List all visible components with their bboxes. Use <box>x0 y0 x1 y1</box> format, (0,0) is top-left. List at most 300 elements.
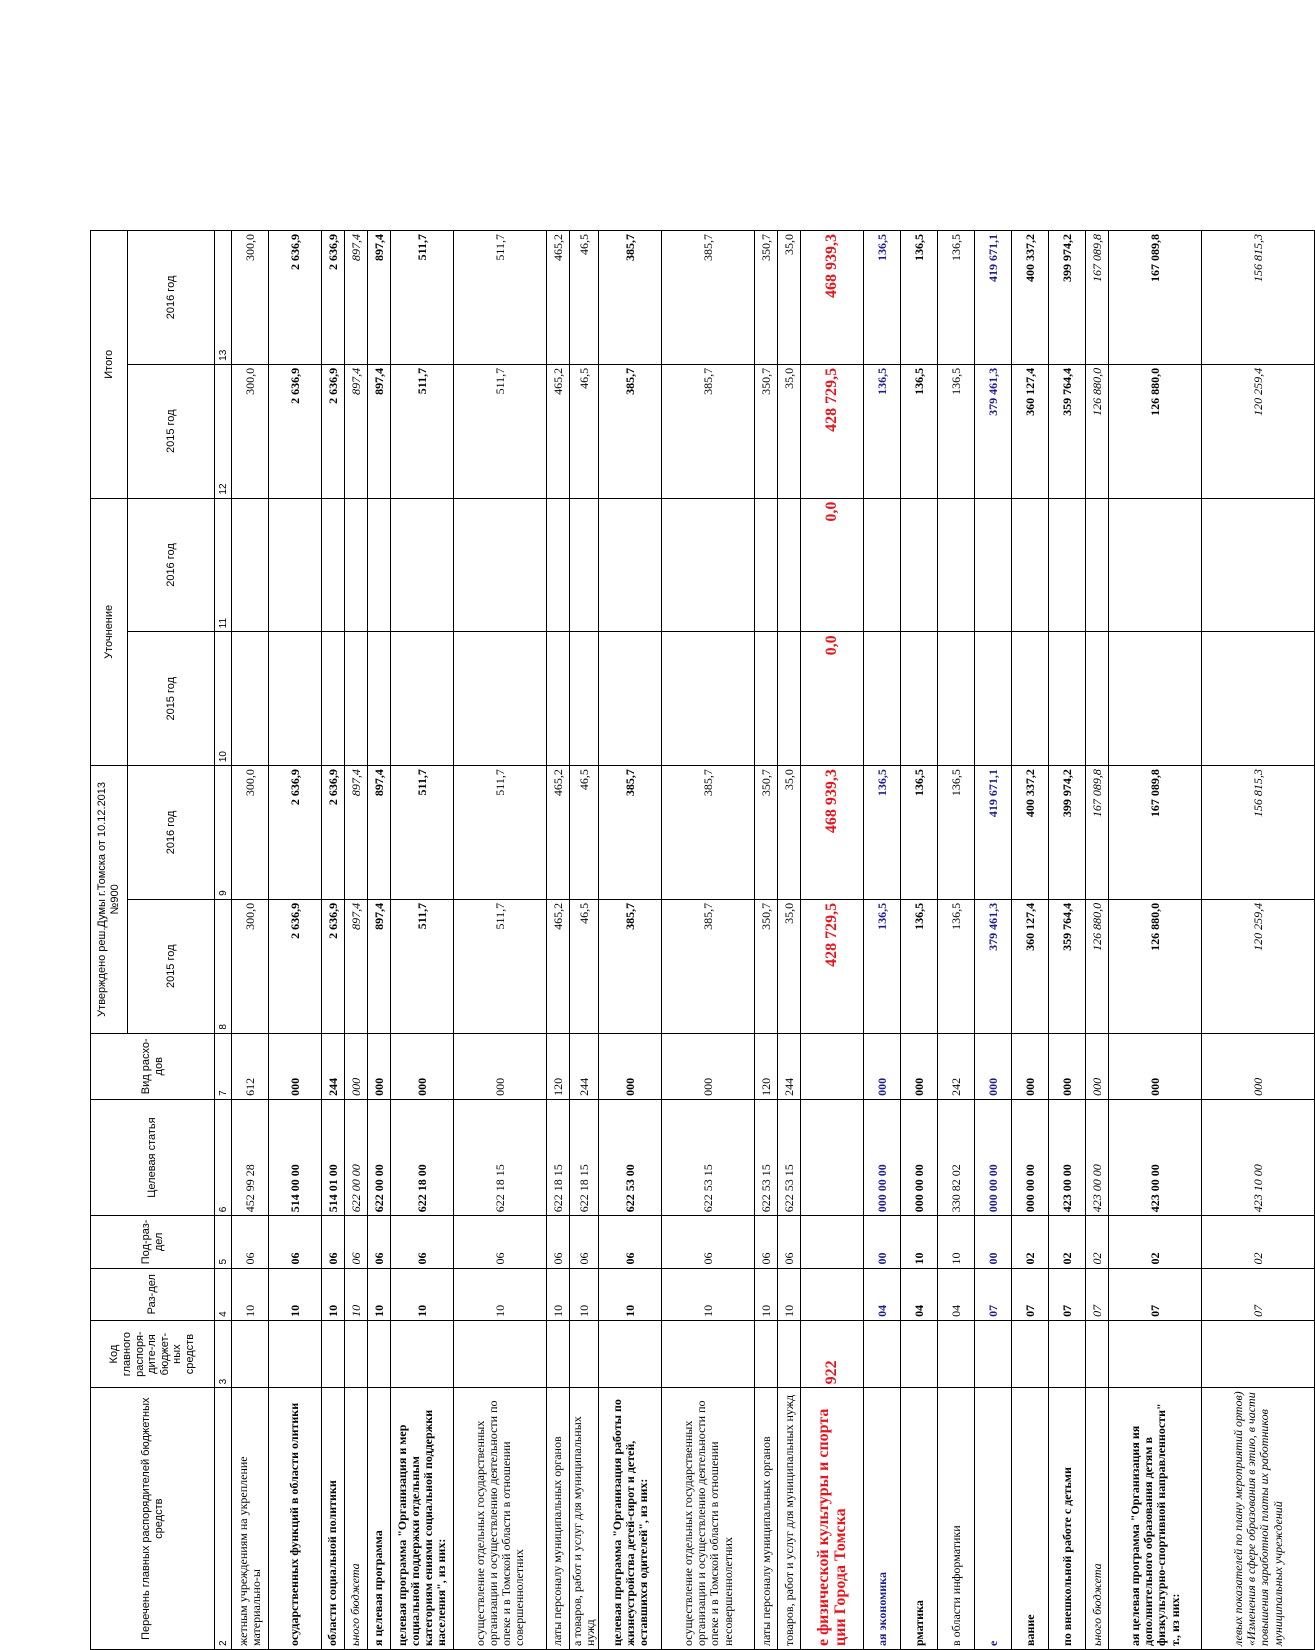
row-approved-2015: 46,5 <box>570 899 599 1033</box>
row-podrazdel: 10 <box>901 1216 938 1268</box>
row-celevaya: 622 18 15 <box>570 1099 599 1215</box>
row-podrazdel: 06 <box>755 1216 778 1268</box>
header-total-2015: 2015 год <box>128 364 215 498</box>
row-total-2015: 120 259,4 <box>1202 364 1315 498</box>
row-changes-2015 <box>864 632 901 766</box>
row-changes-2015 <box>368 632 391 766</box>
row-approved-2015: 300,0 <box>232 899 269 1033</box>
table-row <box>547 231 570 1650</box>
col-number: 5 <box>215 1216 232 1268</box>
row-celevaya: 423 00 00 <box>1049 1099 1086 1215</box>
row-total-2016: 897,4 <box>368 231 391 365</box>
row-podrazdel: 06 <box>778 1216 801 1268</box>
header-approved: Утверждено реш.Думы г.Томска от 10.12.2013 №900 <box>91 766 128 1034</box>
header-razdel: Раз-дел <box>91 1268 215 1320</box>
row-celevaya: 622 53 15 <box>662 1099 755 1215</box>
row-total-2016: 897,4 <box>345 231 368 365</box>
row-approved-2016: 897,4 <box>368 766 391 900</box>
col-number: 8 <box>215 899 232 1033</box>
row-vid: 244 <box>570 1033 599 1099</box>
row-name: е физической культуры и спорта ции Города Томска <box>801 1388 864 1650</box>
row-changes-2015 <box>938 632 975 766</box>
header-celevaya: Целевая статья <box>91 1099 215 1215</box>
budget-table-sheet <box>90 230 1285 1650</box>
table-row <box>901 231 938 1650</box>
row-celevaya: 330 82 02 <box>938 1099 975 1215</box>
row-name: целевая программа "Организация работы по жизнеустройства детей-сирот и детей, оставшихся одителей", из них: <box>599 1388 662 1650</box>
row-approved-2016: 300,0 <box>232 766 269 900</box>
row-podrazdel: 02 <box>1049 1216 1086 1268</box>
table-row <box>1086 231 1109 1650</box>
row-code <box>1202 1320 1315 1387</box>
row-celevaya: 622 18 00 <box>391 1099 454 1215</box>
row-approved-2015: 360 127,4 <box>1012 899 1049 1033</box>
row-total-2016: 385,7 <box>662 231 755 365</box>
header-changes-2015: 2015 год <box>128 632 215 766</box>
row-celevaya: 452 99 28 <box>232 1099 269 1215</box>
row-total-2016: 350,7 <box>755 231 778 365</box>
row-celevaya: 622 53 15 <box>755 1099 778 1215</box>
row-name: ьного бюджета <box>1086 1388 1109 1650</box>
header-total-2016: 2016 год <box>128 231 215 365</box>
row-vid: 120 <box>755 1033 778 1099</box>
row-approved-2015: 385,7 <box>662 899 755 1033</box>
table-row <box>975 231 1012 1650</box>
table-body <box>232 231 1315 1650</box>
table-row <box>599 231 662 1650</box>
row-code <box>662 1320 755 1387</box>
row-total-2015: 136,5 <box>864 364 901 498</box>
row-total-2015: 35,0 <box>778 364 801 498</box>
row-celevaya: 622 18 15 <box>454 1099 547 1215</box>
row-code <box>1086 1320 1109 1387</box>
row-celevaya: 423 10 00 <box>1202 1099 1315 1215</box>
row-changes-2016 <box>662 498 755 632</box>
row-vid: 000 <box>1049 1033 1086 1099</box>
row-razdel: 10 <box>599 1268 662 1320</box>
row-podrazdel: 06 <box>662 1216 755 1268</box>
table-row <box>391 231 454 1650</box>
row-approved-2016: 136,5 <box>901 766 938 900</box>
row-total-2015: 511,7 <box>391 364 454 498</box>
header-changes: Уточнение <box>91 498 128 766</box>
row-approved-2016: 465,2 <box>547 766 570 900</box>
row-approved-2015: 465,2 <box>547 899 570 1033</box>
row-total-2015: 379 461,3 <box>975 364 1012 498</box>
row-vid: 000 <box>662 1033 755 1099</box>
row-total-2016: 385,7 <box>599 231 662 365</box>
row-code <box>232 1320 269 1387</box>
row-razdel: 07 <box>1109 1268 1202 1320</box>
row-approved-2015: 385,7 <box>599 899 662 1033</box>
header-podrazdel: Под-раз-дел <box>91 1216 215 1268</box>
row-approved-2016: 419 671,1 <box>975 766 1012 900</box>
row-changes-2015 <box>570 632 599 766</box>
row-name: осударственных функций в области олитики <box>269 1388 322 1650</box>
row-changes-2015 <box>1049 632 1086 766</box>
row-changes-2015 <box>391 632 454 766</box>
header-changes-2016: 2016 год <box>128 498 215 632</box>
row-total-2015: 511,7 <box>454 364 547 498</box>
row-celevaya: 514 01 00 <box>322 1099 345 1215</box>
row-changes-2016 <box>232 498 269 632</box>
row-name: латы персоналу муниципальных органов <box>547 1388 570 1650</box>
col-number: 2 <box>215 1388 232 1650</box>
row-vid: 612 <box>232 1033 269 1099</box>
row-approved-2015: 2 636,9 <box>322 899 345 1033</box>
row-changes-2015 <box>232 632 269 766</box>
row-podrazdel: 06 <box>454 1216 547 1268</box>
row-code <box>269 1320 322 1387</box>
row-podrazdel: 06 <box>391 1216 454 1268</box>
row-changes-2015 <box>547 632 570 766</box>
row-total-2015: 2 636,9 <box>269 364 322 498</box>
row-total-2016: 156 815,3 <box>1202 231 1315 365</box>
row-podrazdel: 06 <box>368 1216 391 1268</box>
row-approved-2016: 511,7 <box>391 766 454 900</box>
row-celevaya <box>801 1099 864 1215</box>
row-vid: 000 <box>368 1033 391 1099</box>
row-code <box>938 1320 975 1387</box>
row-approved-2015: 428 729,5 <box>801 899 864 1033</box>
row-total-2015: 136,5 <box>938 364 975 498</box>
row-podrazdel: 06 <box>547 1216 570 1268</box>
row-total-2015: 2 636,9 <box>322 364 345 498</box>
row-approved-2015: 350,7 <box>755 899 778 1033</box>
row-changes-2015 <box>345 632 368 766</box>
row-approved-2016: 468 939,3 <box>801 766 864 900</box>
row-name: осуществление отдельных государственных организации и осуществлению деятельности по опеке и в Томской области в отношении несовершеннолетних <box>662 1388 755 1650</box>
table-row <box>345 231 368 1650</box>
row-name: области социальной политики <box>322 1388 345 1650</box>
row-approved-2015: 136,5 <box>901 899 938 1033</box>
row-celevaya: 622 53 15 <box>778 1099 801 1215</box>
row-vid: 242 <box>938 1033 975 1099</box>
row-changes-2016 <box>570 498 599 632</box>
row-razdel: 07 <box>1012 1268 1049 1320</box>
row-changes-2016 <box>391 498 454 632</box>
table-row <box>864 231 901 1650</box>
row-approved-2015: 136,5 <box>864 899 901 1033</box>
row-approved-2016: 167 089,8 <box>1086 766 1109 900</box>
row-code <box>570 1320 599 1387</box>
row-total-2016: 511,7 <box>391 231 454 365</box>
row-changes-2016: 0,0 <box>801 498 864 632</box>
row-approved-2016: 167 089,8 <box>1109 766 1202 900</box>
row-celevaya: 000 00 00 <box>864 1099 901 1215</box>
row-total-2015: 136,5 <box>901 364 938 498</box>
row-razdel <box>801 1268 864 1320</box>
table-row <box>269 231 322 1650</box>
row-total-2016: 511,7 <box>454 231 547 365</box>
row-changes-2015 <box>599 632 662 766</box>
row-vid: 000 <box>1012 1033 1049 1099</box>
row-celevaya: 000 00 00 <box>975 1099 1012 1215</box>
row-total-2015: 359 764,4 <box>1049 364 1086 498</box>
row-podrazdel: 00 <box>864 1216 901 1268</box>
row-approved-2016: 136,5 <box>938 766 975 900</box>
row-changes-2015 <box>778 632 801 766</box>
row-code <box>454 1320 547 1387</box>
row-name: ьного бюджета <box>345 1388 368 1650</box>
row-razdel: 07 <box>1086 1268 1109 1320</box>
row-changes-2016 <box>778 498 801 632</box>
row-total-2016: 419 671,1 <box>975 231 1012 365</box>
row-celevaya: 622 00 00 <box>368 1099 391 1215</box>
row-changes-2016 <box>938 498 975 632</box>
row-changes-2016 <box>1049 498 1086 632</box>
row-razdel: 07 <box>1202 1268 1315 1320</box>
row-code <box>322 1320 345 1387</box>
header-code: Код главного распоря-дите-ля бюджет-ных средств <box>91 1320 215 1387</box>
header-approved-2016: 2016 год <box>128 766 215 900</box>
col-number: 6 <box>215 1099 232 1215</box>
table-row <box>232 231 269 1650</box>
row-changes-2016 <box>1109 498 1202 632</box>
row-changes-2016 <box>755 498 778 632</box>
row-name: вание <box>1012 1388 1049 1650</box>
row-vid: 000 <box>1202 1033 1315 1099</box>
row-vid: 000 <box>864 1033 901 1099</box>
row-celevaya: 622 53 00 <box>599 1099 662 1215</box>
row-changes-2015 <box>322 632 345 766</box>
row-vid: 000 <box>345 1033 368 1099</box>
table-row <box>778 231 801 1650</box>
table-row <box>368 231 391 1650</box>
row-vid <box>801 1033 864 1099</box>
row-changes-2016 <box>454 498 547 632</box>
row-celevaya: 000 00 00 <box>1012 1099 1049 1215</box>
row-changes-2015 <box>1086 632 1109 766</box>
row-total-2016: 167 089,8 <box>1109 231 1202 365</box>
row-razdel: 10 <box>570 1268 599 1320</box>
row-vid: 000 <box>901 1033 938 1099</box>
row-total-2016: 465,2 <box>547 231 570 365</box>
row-razdel: 10 <box>778 1268 801 1320</box>
row-changes-2015 <box>975 632 1012 766</box>
row-changes-2016 <box>269 498 322 632</box>
row-total-2016: 400 337,2 <box>1012 231 1049 365</box>
row-razdel: 07 <box>975 1268 1012 1320</box>
row-razdel: 10 <box>454 1268 547 1320</box>
row-approved-2016: 400 337,2 <box>1012 766 1049 900</box>
row-code <box>368 1320 391 1387</box>
row-name: по внешкольной работе с детьми <box>1049 1388 1086 1650</box>
row-total-2016: 136,5 <box>938 231 975 365</box>
row-razdel: 10 <box>322 1268 345 1320</box>
row-podrazdel: 02 <box>1202 1216 1315 1268</box>
row-changes-2015 <box>755 632 778 766</box>
row-total-2016: 468 939,3 <box>801 231 864 365</box>
row-razdel: 10 <box>269 1268 322 1320</box>
table-row <box>1012 231 1049 1650</box>
row-razdel: 07 <box>1049 1268 1086 1320</box>
table-row <box>570 231 599 1650</box>
row-approved-2016: 511,7 <box>454 766 547 900</box>
row-changes-2015: 0,0 <box>801 632 864 766</box>
row-approved-2015: 2 636,9 <box>269 899 322 1033</box>
row-total-2015: 46,5 <box>570 364 599 498</box>
row-changes-2016 <box>1202 498 1315 632</box>
row-celevaya: 622 00 00 <box>345 1099 368 1215</box>
col-number: 10 <box>215 632 232 766</box>
row-name: латы персоналу муниципальных органов <box>755 1388 778 1650</box>
row-code <box>864 1320 901 1387</box>
table-row <box>755 231 778 1650</box>
row-vid: 000 <box>269 1033 322 1099</box>
row-approved-2016: 385,7 <box>662 766 755 900</box>
row-podrazdel: 00 <box>975 1216 1012 1268</box>
row-total-2015: 126 880,0 <box>1086 364 1109 498</box>
row-razdel: 10 <box>345 1268 368 1320</box>
row-name: товаров, работ и услуг для муниципальных нужд <box>778 1388 801 1650</box>
row-total-2015: 428 729,5 <box>801 364 864 498</box>
row-razdel: 04 <box>901 1268 938 1320</box>
row-vid: 244 <box>778 1033 801 1099</box>
col-number: 9 <box>215 766 232 900</box>
row-name: левых показателей по плану мероприятий ортов) «Изменения в сфере образования в этию, в части повышения заработной платы их работников муниципальных учреждений <box>1202 1388 1315 1650</box>
row-total-2015: 897,4 <box>345 364 368 498</box>
row-code <box>778 1320 801 1387</box>
row-podrazdel: 06 <box>570 1216 599 1268</box>
row-changes-2016 <box>1012 498 1049 632</box>
col-number: 4 <box>215 1268 232 1320</box>
row-razdel: 10 <box>391 1268 454 1320</box>
row-code <box>391 1320 454 1387</box>
row-approved-2015: 35,0 <box>778 899 801 1033</box>
row-code <box>599 1320 662 1387</box>
row-vid: 000 <box>391 1033 454 1099</box>
row-name: я целевая программа <box>368 1388 391 1650</box>
row-celevaya: 514 00 00 <box>269 1099 322 1215</box>
row-total-2015: 300,0 <box>232 364 269 498</box>
row-podrazdel: 06 <box>232 1216 269 1268</box>
row-total-2015: 385,7 <box>599 364 662 498</box>
row-podrazdel: 06 <box>322 1216 345 1268</box>
row-total-2016: 136,5 <box>901 231 938 365</box>
row-approved-2016: 2 636,9 <box>322 766 345 900</box>
row-changes-2016 <box>901 498 938 632</box>
row-changes-2016 <box>599 498 662 632</box>
row-changes-2015 <box>1109 632 1202 766</box>
row-celevaya: 423 00 00 <box>1086 1099 1109 1215</box>
row-code: 922 <box>801 1320 864 1387</box>
row-total-2016: 2 636,9 <box>322 231 345 365</box>
row-name: ая целевая программа "Организация ия дополнительного образования детям в физкультурно-спортивной направленности" т., из них: <box>1109 1388 1202 1650</box>
row-approved-2015: 511,7 <box>454 899 547 1033</box>
row-podrazdel: 02 <box>1012 1216 1049 1268</box>
row-name: жетным учреждениям на укрепление материально-ы <box>232 1388 269 1650</box>
row-approved-2016: 136,5 <box>864 766 901 900</box>
row-celevaya: 423 00 00 <box>1109 1099 1202 1215</box>
table-row <box>1109 231 1202 1650</box>
row-code <box>1012 1320 1049 1387</box>
row-approved-2016: 46,5 <box>570 766 599 900</box>
row-total-2016: 399 974,2 <box>1049 231 1086 365</box>
row-changes-2015 <box>269 632 322 766</box>
row-approved-2015: 136,5 <box>938 899 975 1033</box>
col-number: 12 <box>215 364 232 498</box>
row-total-2016: 46,5 <box>570 231 599 365</box>
row-name: целевая программа "Организация и мер социальной поддержки отдельным категориям ениями социальной поддержки населения", из них: <box>391 1388 454 1650</box>
row-podrazdel: 06 <box>345 1216 368 1268</box>
row-total-2015: 360 127,4 <box>1012 364 1049 498</box>
row-code <box>1109 1320 1202 1387</box>
row-approved-2016: 399 974,2 <box>1049 766 1086 900</box>
row-code <box>345 1320 368 1387</box>
table-row <box>454 231 547 1650</box>
row-total-2016: 300,0 <box>232 231 269 365</box>
row-changes-2016 <box>975 498 1012 632</box>
row-approved-2016: 385,7 <box>599 766 662 900</box>
row-code <box>1049 1320 1086 1387</box>
row-changes-2015 <box>1202 632 1315 766</box>
row-changes-2016 <box>864 498 901 632</box>
row-approved-2015: 120 259,4 <box>1202 899 1315 1033</box>
row-approved-2016: 2 636,9 <box>269 766 322 900</box>
row-changes-2015 <box>901 632 938 766</box>
row-podrazdel: 02 <box>1086 1216 1109 1268</box>
row-razdel: 10 <box>547 1268 570 1320</box>
row-razdel: 10 <box>662 1268 755 1320</box>
row-vid: 244 <box>322 1033 345 1099</box>
row-razdel: 04 <box>938 1268 975 1320</box>
header-vid: Вид расхо-дов <box>91 1033 215 1099</box>
row-vid: 000 <box>599 1033 662 1099</box>
row-vid: 120 <box>547 1033 570 1099</box>
row-vid: 000 <box>454 1033 547 1099</box>
col-number: 7 <box>215 1033 232 1099</box>
row-total-2016: 2 636,9 <box>269 231 322 365</box>
row-approved-2015: 897,4 <box>368 899 391 1033</box>
row-podrazdel: 02 <box>1109 1216 1202 1268</box>
header-total: Итого <box>91 231 128 499</box>
row-code <box>975 1320 1012 1387</box>
row-code <box>901 1320 938 1387</box>
row-changes-2015 <box>662 632 755 766</box>
row-razdel: 10 <box>232 1268 269 1320</box>
row-approved-2015: 379 461,3 <box>975 899 1012 1033</box>
row-changes-2016 <box>547 498 570 632</box>
row-total-2015: 126 880,0 <box>1109 364 1202 498</box>
row-total-2016: 167 089,8 <box>1086 231 1109 365</box>
row-approved-2016: 156 815,3 <box>1202 766 1315 900</box>
table-row <box>938 231 975 1650</box>
row-podrazdel: 06 <box>269 1216 322 1268</box>
col-number: 3 <box>215 1320 232 1387</box>
header-approved-2015: 2015 год <box>128 899 215 1033</box>
row-total-2015: 385,7 <box>662 364 755 498</box>
row-approved-2015: 126 880,0 <box>1086 899 1109 1033</box>
row-name: осуществление отдельных государственных организации и осуществлению деятельности по опеке и в Томской области в отношении совершеннолетних <box>454 1388 547 1650</box>
row-changes-2016 <box>1086 498 1109 632</box>
row-total-2015: 897,4 <box>368 364 391 498</box>
row-changes-2015 <box>454 632 547 766</box>
row-total-2016: 35,0 <box>778 231 801 365</box>
row-celevaya: 000 00 00 <box>901 1099 938 1215</box>
row-changes-2016 <box>322 498 345 632</box>
table-row <box>662 231 755 1650</box>
row-podrazdel: 06 <box>599 1216 662 1268</box>
row-name: ая экономика <box>864 1388 901 1650</box>
col-number: 13 <box>215 231 232 365</box>
row-vid: 000 <box>1086 1033 1109 1099</box>
budget-table <box>90 230 1315 1650</box>
row-approved-2016: 897,4 <box>345 766 368 900</box>
col-number: 11 <box>215 498 232 632</box>
row-changes-2016 <box>345 498 368 632</box>
row-code <box>547 1320 570 1387</box>
